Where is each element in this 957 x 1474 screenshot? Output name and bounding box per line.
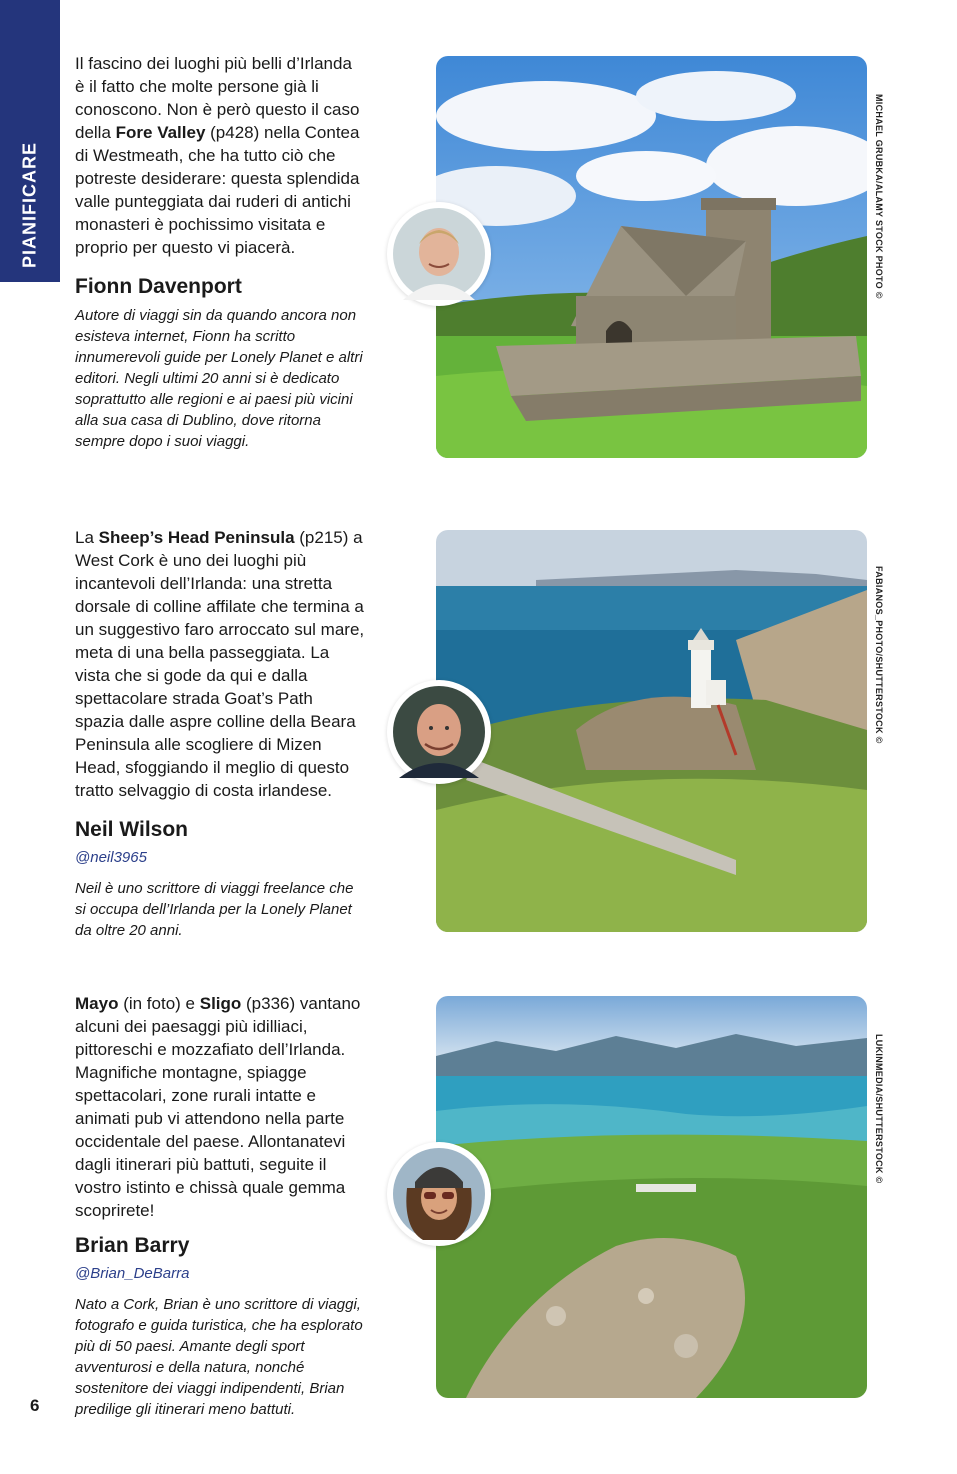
intro-text: Il fascino dei luoghi più belli d’Irlanda è il fatto che molte persone già li conoscono. Non è però questo il caso della Fore Valley (p428) nella Contea di Westmeath, che ha tutto ciò che potreste desiderare: questa splendida valle punteggiata dai ruderi di antichi monasteri è pochissimo visitata e proprio per questo vi piacerà. (75, 54, 360, 257)
author-section-1 (75, 52, 365, 452)
author-section-3 (75, 992, 365, 1420)
author-handle[interactable]: @neil3965 (75, 849, 147, 866)
page-number: 6 (30, 1396, 40, 1415)
author-avatar (387, 680, 491, 784)
author-handle[interactable]: @Brian_DeBarra (75, 1265, 190, 1282)
author-bio: Autore di viaggi sin da quando ancora non esisteva internet, Fionn ha scritto innumerevoli guide per Lonely Planet e altri editori. Negli ultimi 20 anni si è dedicato soprattutto alle regioni e ai paesi più vicini alla sua casa di Dublino, dove ritorna sempre dopo i suoi viaggi. (75, 307, 363, 450)
fore-valley-photo (436, 56, 867, 458)
intro-text: La Sheep’s Head Peninsula (p215) a West Cork è uno dei luoghi più incantevoli dell’Irlanda: una stretta dorsale di colline affilate che termina a un suggestivo faro arroccato sul mare, meta di una bella passeggiata. La vista che si gode da qui e dalla spettacolare strada Goat’s Path spazia dalle aspre colline della Beara Peninsula alle scogliere di Mizen Head, sfoggiando il meglio di questo tratto selvaggio di costa irlandese. (75, 528, 365, 800)
mayo-photo (436, 996, 867, 1398)
intro-text: Mayo (in foto) e Sligo (p336) vantano alcuni dei paesaggi più idilliaci, pittoreschi e mozzafiato dell’Irlanda. Magnifiche montagne, spiagge spettacolari, zone rurali intatte e animati pub vi attendono nella parte occidentale del paese. Allontanatevi dagli itinerari più battuti, seguite il vostro istinto e chissà quale gemma scoprirete! (75, 994, 361, 1220)
place-name: Fore Valley (115, 123, 206, 142)
author-bio: Nato a Cork, Brian è uno scrittore di viaggi, fotografo e guida turistica, che ha esplorato più di 50 paesi. Amante degli sport avventurosi e della natura, nonché sostenitore dei viaggi indipendenti, Brian predilige gli itinerari meno battuti. (75, 1296, 363, 1418)
place-name: Sheep’s Head Peninsula (98, 528, 295, 547)
sheeps-head-photo (436, 530, 867, 932)
author-section-2 (75, 526, 365, 941)
author-name: Neil Wilson (75, 818, 188, 841)
author-name: Brian Barry (75, 1234, 190, 1257)
author-avatar (387, 1142, 491, 1246)
place-name: Sligo (199, 994, 242, 1013)
author-name: Fionn Davenport (75, 275, 242, 298)
section-tab (0, 0, 60, 282)
author-bio: Neil è uno scrittore di viaggi freelance che si occupa dell’Irlanda per la Lonely Planet da oltre 20 anni. (75, 880, 354, 939)
author-avatar (387, 202, 491, 306)
place-name: Mayo (75, 994, 119, 1013)
section-tab-label: PIANIFICARE (19, 141, 40, 269)
